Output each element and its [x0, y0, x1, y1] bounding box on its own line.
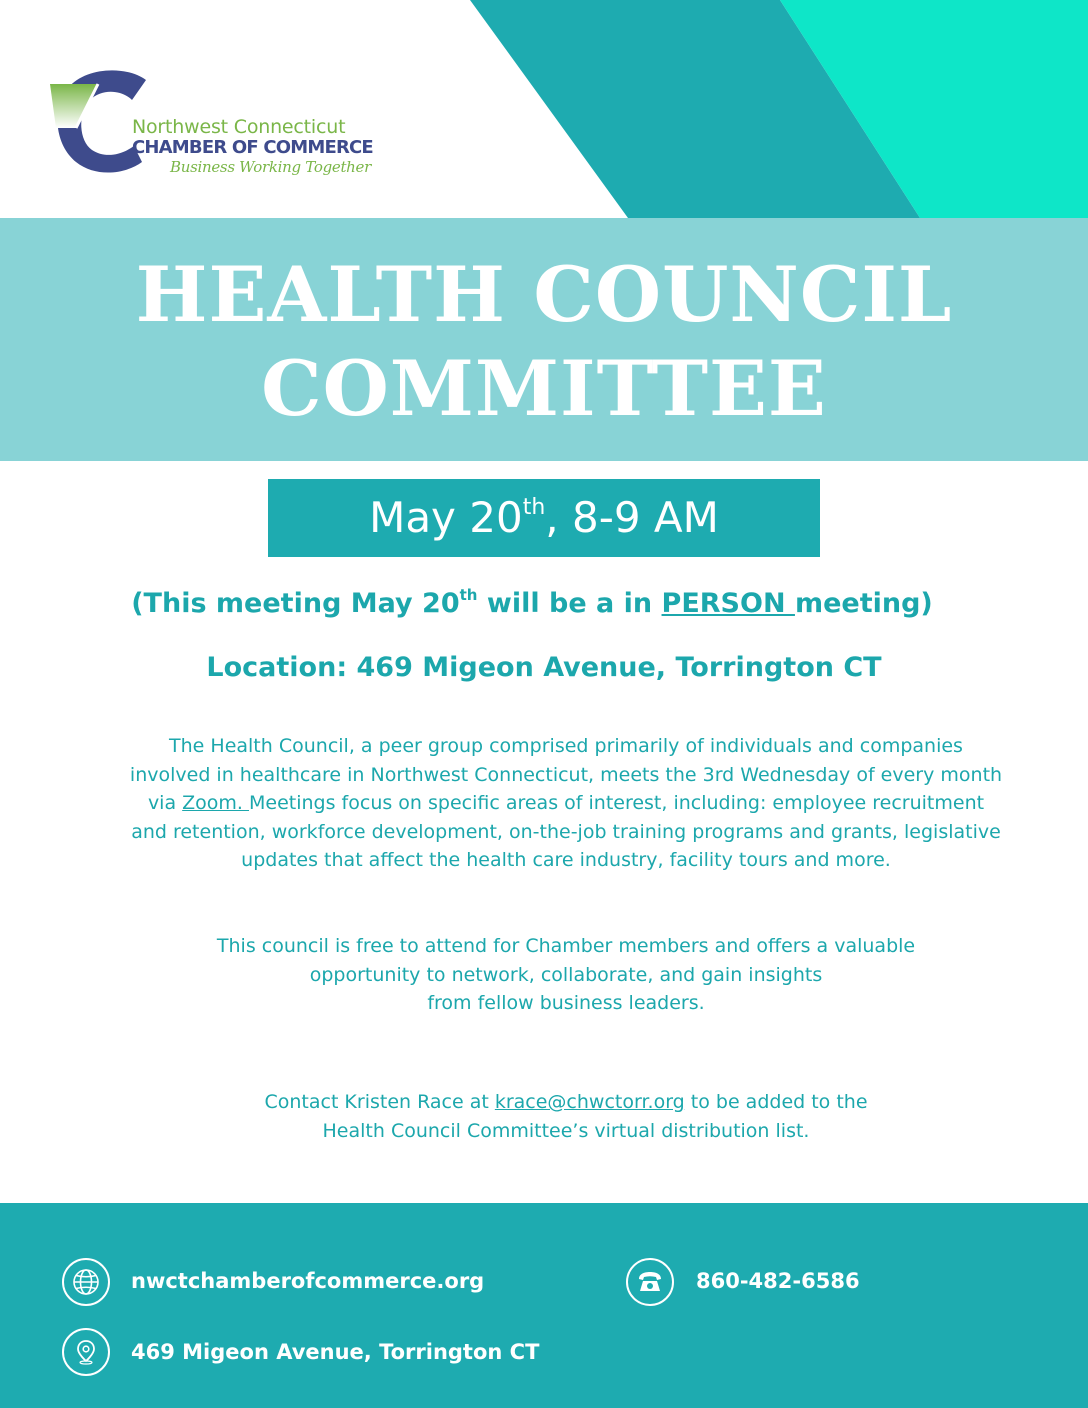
contact-line-2: Health Council Committee’s virtual distribution list. [322, 1119, 810, 1142]
note-person-underlined: PERSON [661, 588, 795, 619]
title-line-1: HEALTH COUNCIL [135, 250, 953, 339]
footer [0, 1203, 1088, 1408]
free-note-line-2: opportunity to network, collaborate, and gain insights [309, 963, 823, 986]
location-pin-icon [62, 1328, 110, 1376]
logo-line-2: CHAMBER OF COMMERCE [132, 137, 373, 158]
date-suffix: th [522, 495, 546, 520]
location-line: Location: 469 Migeon Avenue, Torrington CT [206, 652, 882, 683]
note-part-3: meeting) [794, 588, 933, 619]
date-box [268, 479, 820, 557]
chamber-logo [46, 66, 386, 186]
note-part-2: will be a in [477, 588, 662, 619]
contact-paragraph [170, 1088, 962, 1145]
note-sup: th [459, 586, 478, 604]
website-link[interactable]: nwctchamberofcommerce.org [131, 1269, 485, 1293]
email-link[interactable]: krace@chwctorr.org [494, 1091, 685, 1113]
title-banner [0, 218, 1088, 461]
description-text-2: Meetings focus on specific areas of interest, including: employee recruitment and retention, workforce development, on-the-job training programs and grants, legislative updates that affect the health care industry, facility tours and more. [131, 792, 1001, 871]
description-text-1: The Health Council, a peer group comprised primarily of individuals and companies involved in healthcare in Northwest Connecticut, meets the 3rd Wednesday of every month via [129, 735, 1003, 814]
meeting-date [268, 493, 820, 542]
logo-tagline: Business Working Together [170, 158, 371, 176]
date-time: , 8-9 AM [545, 493, 719, 542]
date-day: May 20 [369, 493, 523, 542]
footer-address: 469 Migeon Avenue, Torrington CT [131, 1340, 540, 1364]
logo-line-1: Northwest Connecticut [132, 116, 346, 138]
globe-icon [62, 1258, 110, 1306]
free-note-line-1: This council is free to attend for Chamber members and offers a valuable [216, 935, 916, 957]
free-attendance-paragraph [170, 932, 962, 1018]
description-paragraph [128, 732, 1004, 875]
zoom-link[interactable]: Zoom. [182, 792, 250, 814]
free-note-line-3: from fellow business leaders. [427, 992, 705, 1014]
phone-icon [626, 1258, 674, 1306]
contact-text: Contact Kristen Race at [264, 1091, 495, 1113]
phone-number[interactable]: 860-482-6586 [696, 1269, 860, 1293]
note-part-1: (This meeting May 20 [131, 588, 460, 619]
title-line-2: COMMITTEE [261, 344, 827, 433]
in-person-note [0, 588, 1064, 619]
contact-text-2: to be added to the [684, 1091, 868, 1113]
contact-line-1 [170, 1088, 962, 1117]
